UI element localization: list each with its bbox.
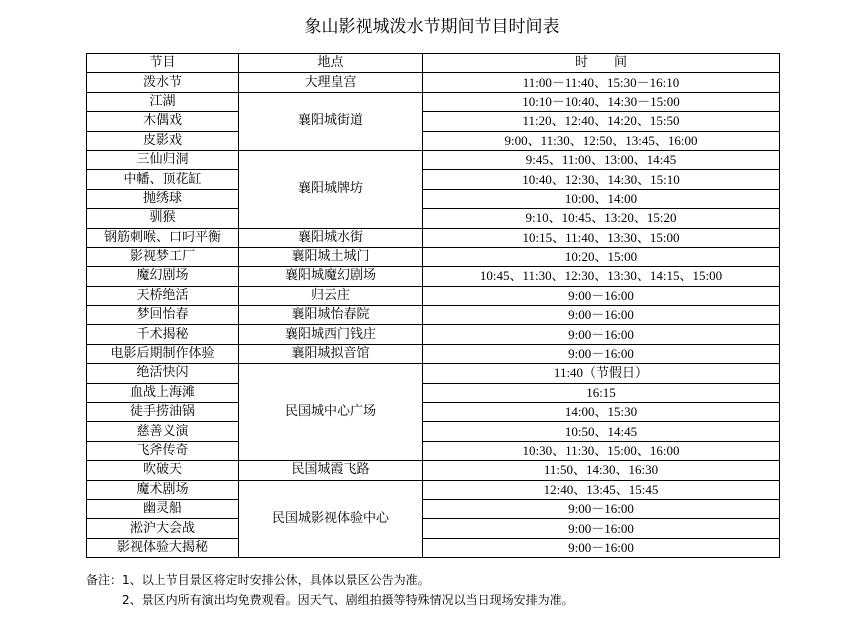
time-cell: 12:40、13:45、15:45 (423, 480, 780, 499)
program-cell: 血战上海滩 (87, 383, 239, 402)
location-cell: 大理皇宫 (239, 73, 423, 92)
location-cell: 归云庄 (239, 286, 423, 305)
program-cell: 慈善义演 (87, 422, 239, 441)
program-cell: 魔术剧场 (87, 480, 239, 499)
table-row (87, 422, 780, 441)
schedule-body (87, 73, 780, 558)
time-cell: 9:10、10:45、13:20、15:20 (423, 209, 780, 228)
table-row (87, 344, 780, 363)
program-cell: 驯猴 (87, 209, 239, 228)
program-cell: 江湖 (87, 92, 239, 111)
program-cell: 幽灵船 (87, 499, 239, 518)
page-title: 象山影视城泼水节期间节目时间表 (304, 17, 560, 37)
program-cell: 淞沪大会战 (87, 519, 239, 538)
time-cell: 10:20、15:00 (423, 247, 780, 266)
location-cell: 襄阳城牌坊 (239, 150, 423, 228)
table-row (87, 364, 780, 383)
table-row (87, 73, 780, 92)
time-cell: 16:15 (423, 383, 780, 402)
location-cell: 襄阳城怡春院 (239, 306, 423, 325)
time-cell: 14:00、15:30 (423, 403, 780, 422)
table-row (87, 306, 780, 325)
program-cell: 吹破天 (87, 461, 239, 480)
location-cell: 襄阳城街道 (239, 92, 423, 150)
location-cell: 民国城霞飞路 (239, 461, 423, 480)
time-cell: 9:45、11:00、13:00、14:45 (423, 150, 780, 169)
time-cell: 11:50、14:30、16:30 (423, 461, 780, 480)
time-cell: 10:40、12:30、14:30、15:10 (423, 170, 780, 189)
time-cell: 10:50、14:45 (423, 422, 780, 441)
table-row (87, 480, 780, 499)
notes (86, 570, 574, 610)
note-2: 2、景区内所有演出均免费观看。因天气、剧组拍摄等特殊情况以当日现场安排为准。 (122, 593, 574, 607)
table-row (87, 519, 780, 538)
program-cell: 徒手捞油锅 (87, 403, 239, 422)
time-cell: 9:00－16:00 (423, 344, 780, 363)
table-row (87, 383, 780, 402)
time-cell: 10:15、11:40、13:30、15:00 (423, 228, 780, 247)
time-cell: 11:00－11:40、15:30－16:10 (423, 73, 780, 92)
note-1: 备注：1、以上节目景区将定时安排公休，具体以景区公告为准。 (86, 573, 430, 587)
time-cell: 11:20、12:40、14:20、15:50 (423, 112, 780, 131)
header-program: 节目 (87, 54, 239, 73)
program-cell: 皮影戏 (87, 131, 239, 150)
time-cell: 10:00、14:00 (423, 189, 780, 208)
program-cell: 木偶戏 (87, 112, 239, 131)
table-row (87, 170, 780, 189)
table-row (87, 228, 780, 247)
table-row (87, 461, 780, 480)
table-row (87, 286, 780, 305)
table-row (87, 189, 780, 208)
table-row (87, 499, 780, 518)
program-cell: 飞斧传奇 (87, 441, 239, 460)
time-cell: 9:00－16:00 (423, 306, 780, 325)
time-cell: 9:00－16:00 (423, 538, 780, 557)
program-cell: 抛绣球 (87, 189, 239, 208)
program-cell: 泼水节 (87, 73, 239, 92)
schedule-table (86, 53, 780, 558)
table-row (87, 403, 780, 422)
table-row (87, 150, 780, 169)
table-row (87, 267, 780, 286)
location-cell: 襄阳城拟音馆 (239, 344, 423, 363)
time-cell: 9:00－16:00 (423, 286, 780, 305)
program-cell: 影视体验大揭秘 (87, 538, 239, 557)
program-cell: 魔幻剧场 (87, 267, 239, 286)
time-cell: 10:30、11:30、15:00、16:00 (423, 441, 780, 460)
location-cell: 襄阳城水街 (239, 228, 423, 247)
time-cell: 9:00－16:00 (423, 499, 780, 518)
program-cell: 钢筋刺喉、口叼平衡 (87, 228, 239, 247)
location-cell: 民国城中心广场 (239, 364, 423, 461)
program-cell: 中幡、顶花缸 (87, 170, 239, 189)
table-row (87, 325, 780, 344)
header-time: 时 间 (423, 54, 780, 73)
header-location: 地点 (239, 54, 423, 73)
table-row (87, 247, 780, 266)
program-cell: 千术揭秘 (87, 325, 239, 344)
location-cell: 襄阳城魔幻剧场 (239, 267, 423, 286)
program-cell: 梦回怡春 (87, 306, 239, 325)
location-cell: 襄阳城土城门 (239, 247, 423, 266)
time-cell: 9:00－16:00 (423, 519, 780, 538)
table-row (87, 92, 780, 111)
table-row (87, 441, 780, 460)
time-cell: 10:45、11:30、12:30、13:30、14:15、15:00 (423, 267, 780, 286)
program-cell: 影视梦工厂 (87, 247, 239, 266)
time-cell: 10:10－10:40、14:30－15:00 (423, 92, 780, 111)
table-header-row (87, 54, 780, 73)
program-cell: 电影后期制作体验 (87, 344, 239, 363)
time-cell: 11:40（节假日） (423, 364, 780, 383)
program-cell: 天桥绝活 (87, 286, 239, 305)
location-cell: 襄阳城西门钱庄 (239, 325, 423, 344)
table-row (87, 112, 780, 131)
table-row (87, 209, 780, 228)
table-row (87, 538, 780, 557)
time-cell: 9:00－16:00 (423, 325, 780, 344)
program-cell: 绝活快闪 (87, 364, 239, 383)
program-cell: 三仙归洞 (87, 150, 239, 169)
table-row (87, 131, 780, 150)
time-cell: 9:00、11:30、12:50、13:45、16:00 (423, 131, 780, 150)
location-cell: 民国城影视体验中心 (239, 480, 423, 558)
